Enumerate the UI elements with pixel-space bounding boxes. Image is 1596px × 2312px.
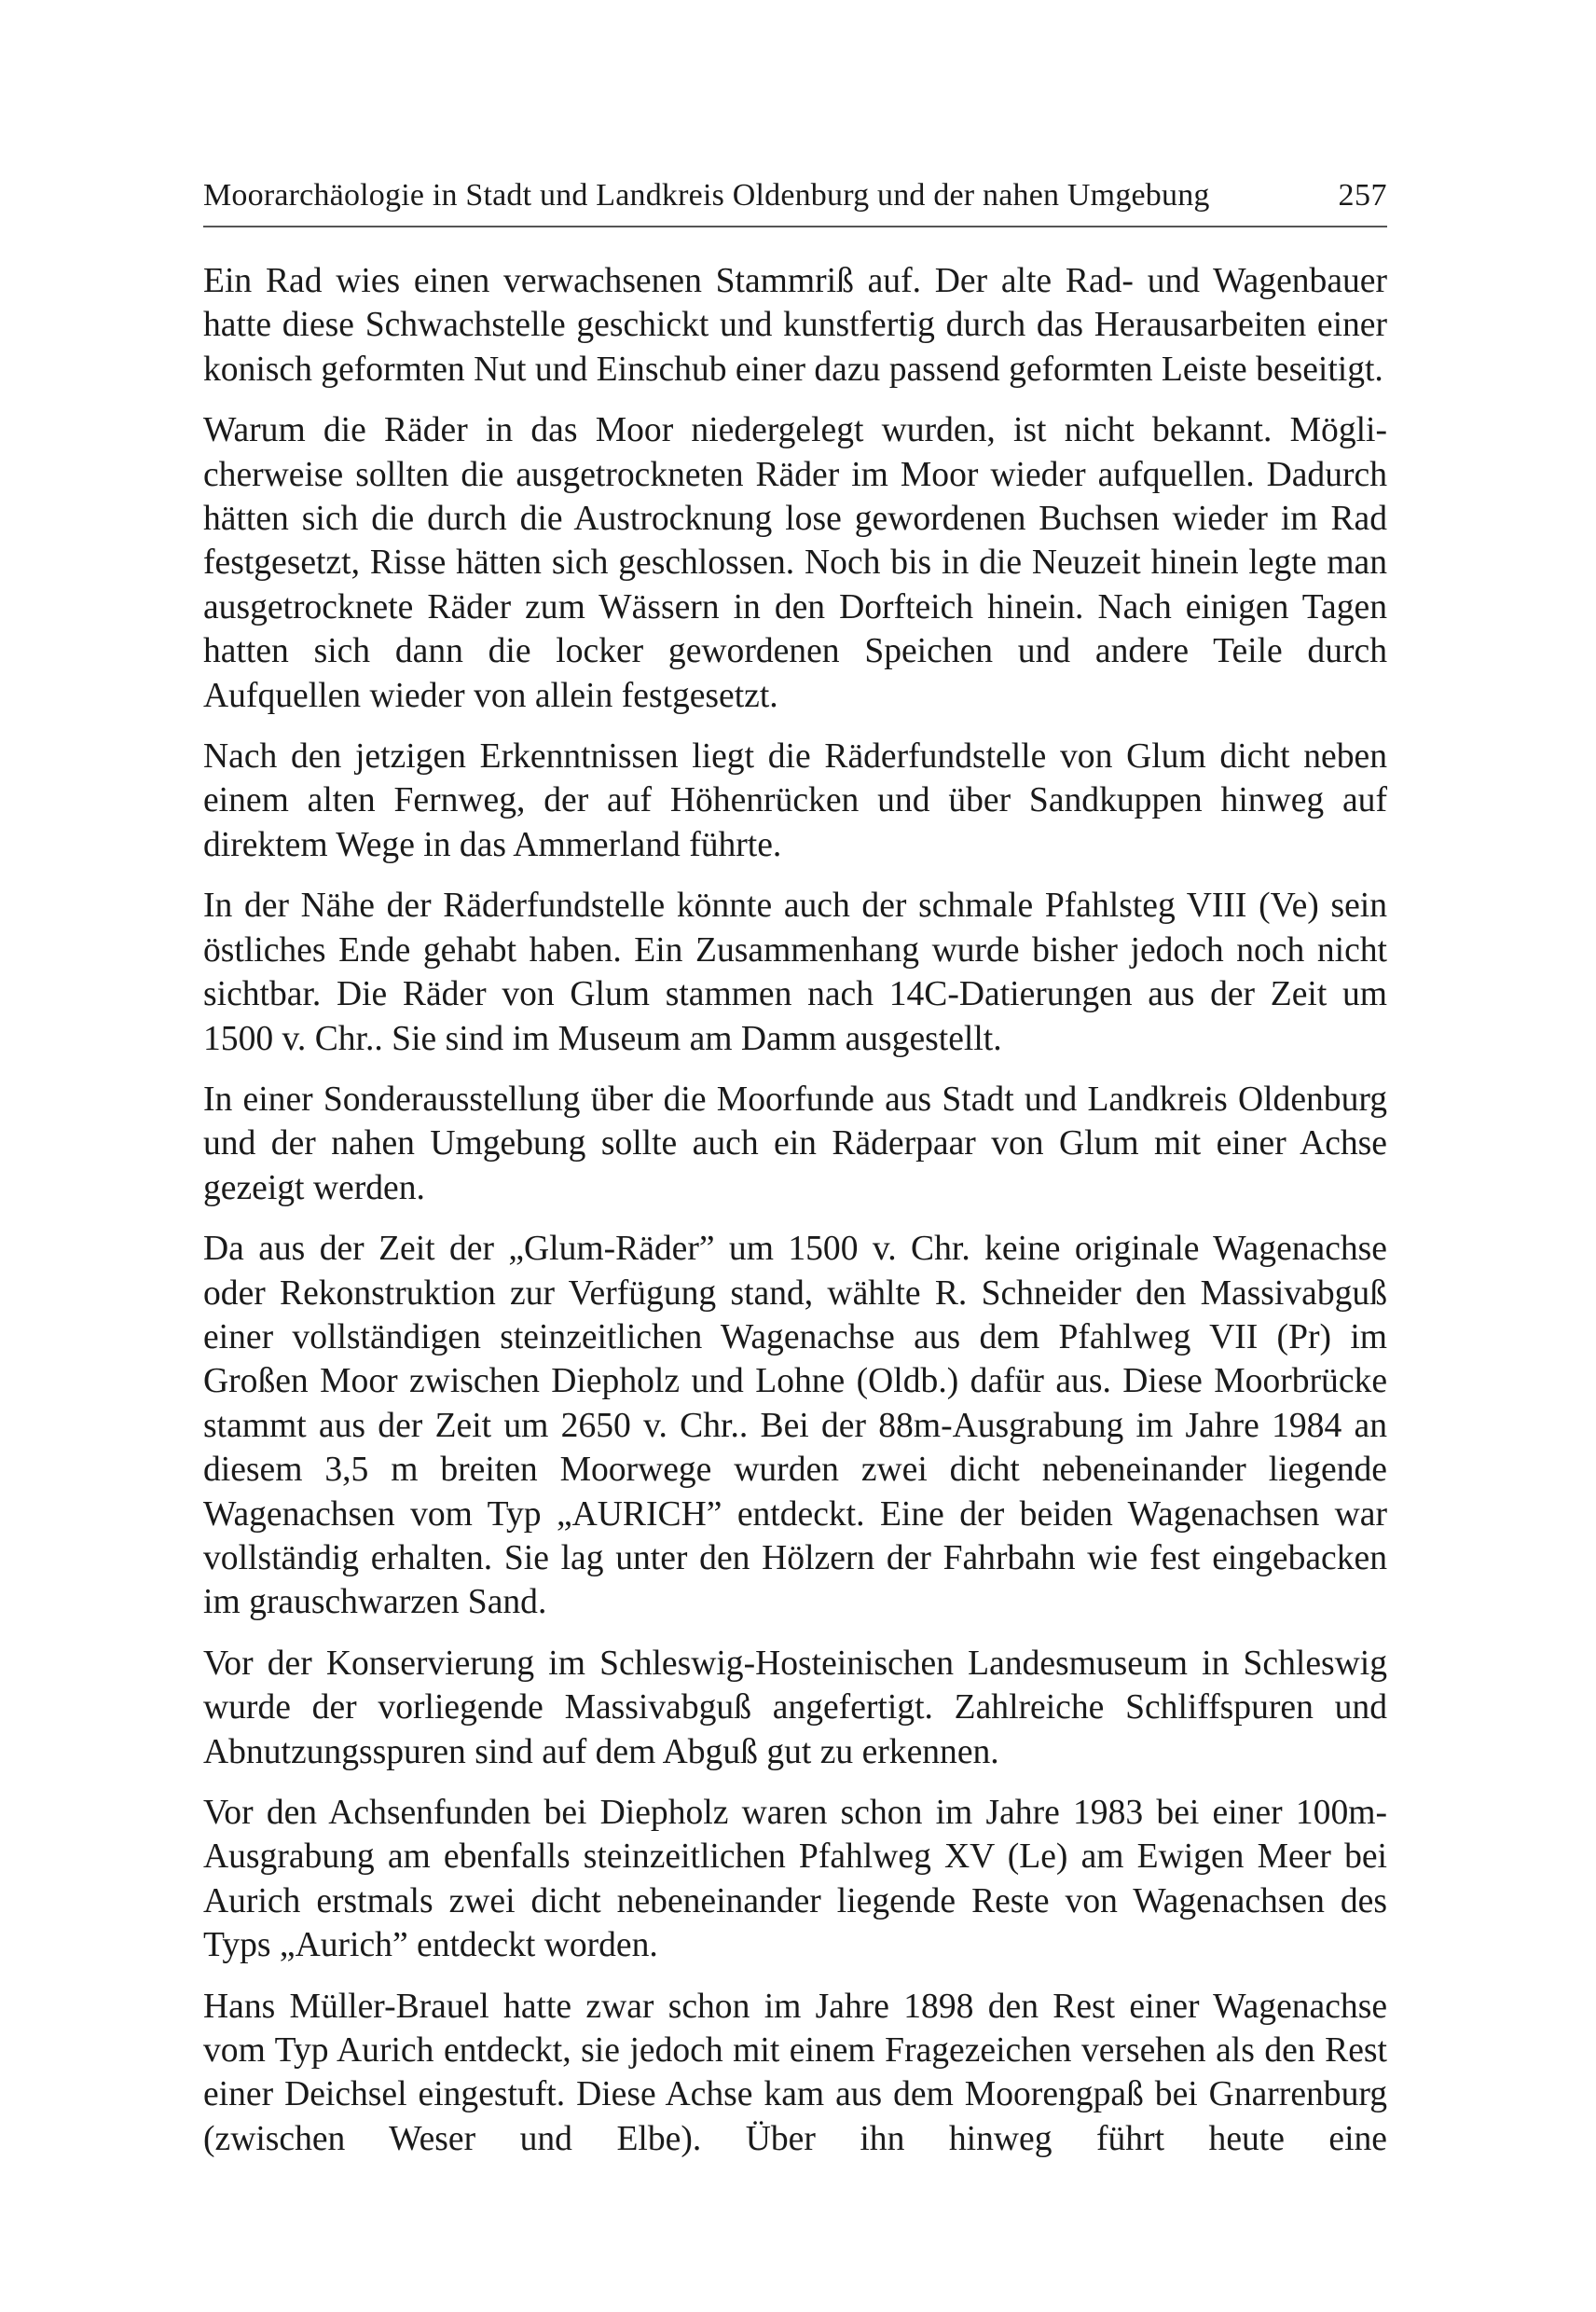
paragraph-4: In der Nähe der Räderfundstelle könnte auch der schmale Pfahlsteg VIII (Ve) sein östliches Ende gehabt haben. Ein Zusammenhang wurde bisher jedoch noch nicht sichtbar. Die Räder von Glum stammen nach 14C-Datierungen aus der Zeit um 1500 v. Chr.. Sie sind im Museum am Damm ausgestellt. [203, 887, 1387, 1058]
paragraph-3: Nach den jetzigen Erkenntnissen liegt die Räderfundstelle von Glum dicht neben einem alten Fernweg, der auf Höhenrücken und über Sandkuppen hinweg auf direktem Wege in das Ammerland führte. [203, 737, 1387, 864]
running-title: Moorarchäologie in Stadt und Landkreis Oldenburg und der nahen Umgebung [203, 178, 1210, 213]
paragraph-6: Da aus der Zeit der „Glum-Räder” um 1500 v. Chr. keine originale Wagenachse oder Rekonstruktion zur Verfügung stand, wählte R. Schneider den Massivabguß einer vollständigen steinzeitlichen Wagenachse aus dem Pfahlweg VII (Pr) im Großen Moor zwischen Diepholz und Lohne (Oldb.) dafür aus. Diese Moorbrücke stammt aus der Zeit um 2650 v. Chr.. Bei der 88m-Ausgrabung im Jahre 1984 an diesem 3,5 m breiten Moorwege wurden zwei dicht nebeneinander liegende Wagenachsen vom Typ „AURICH” entdeckt. Eine der beiden Wagenachsen war vollständig erhalten. Sie lag unter den Hölzern der Fahrbahn wie fest eingebacken im grauschwarzen Sand. [203, 1230, 1387, 1622]
paragraph-8: Vor den Achsenfunden bei Diepholz waren schon im Jahre 1983 bei einer 100m-Ausgrabung am ebenfalls steinzeitlichen Pfahlweg XV (Le) am Ewigen Meer bei Aurich erstmals zwei dicht nebeneinander liegende Reste von Wagenachsen des Typs „Aurich” entdeckt worden. [203, 1794, 1387, 1965]
page-number: 257 [1338, 178, 1387, 213]
paragraph-1: Ein Rad wies einen verwachsenen Stammriß auf. Der alte Rad- und Wagenbauer hatte diese Schwachstelle geschickt und kunstfertig durch das Herausarbeiten einer konisch geformten Nut und Einschub einer dazu passend geformten Leiste beseitigt. [203, 262, 1387, 389]
paragraph-7: Vor der Konservierung im Schleswig-Hosteinischen Landesmuseum in Schleswig wurde der vorliegende Massivabguß angefertigt. Zahlreiche Schliffspuren und Abnutzungsspuren sind auf dem Abguß gut zu erkennen. [203, 1644, 1387, 1771]
paragraph-9: Hans Müller-Brauel hatte zwar schon im Jahre 1898 den Rest einer Wagenachse vom Typ Aurich entdeckt, sie jedoch mit einem Fragezeichen versehen als den Rest einer Deichsel eingestuft. Diese Achse kam aus dem Moorengpaß bei Gnarrenburg (zwischen Weser und Elbe). Über ihn hinweg führt heute eine [203, 1987, 1387, 2158]
paragraph-5: In einer Sonderausstellung über die Moorfunde aus Stadt und Landkreis Oldenburg und der nahen Umgebung sollte auch ein Räderpaar von Glum mit einer Achse gezeigt werden. [203, 1080, 1387, 1207]
running-header [203, 175, 1387, 227]
paragraph-2: Warum die Räder in das Moor niedergelegt wurden, ist nicht bekannt. Möglicherweise sollten die ausgetrockneten Räder im Moor wieder aufquellen. Dadurch hätten sich die durch die Austrocknung lose gewordenen Buchsen wieder im Rad festgesetzt, Risse hätten sich geschlossen. Noch bis in die Neuzeit hinein legte man ausgetrocknete Räder zum Wässern in den Dorfteich hinein. Nach einigen Tagen hatten sich dann die locker gewordenen Speichen und andere Teile durch Aufquellen wieder von allein festgesetzt. [203, 411, 1387, 715]
body-text [203, 259, 1387, 2178]
